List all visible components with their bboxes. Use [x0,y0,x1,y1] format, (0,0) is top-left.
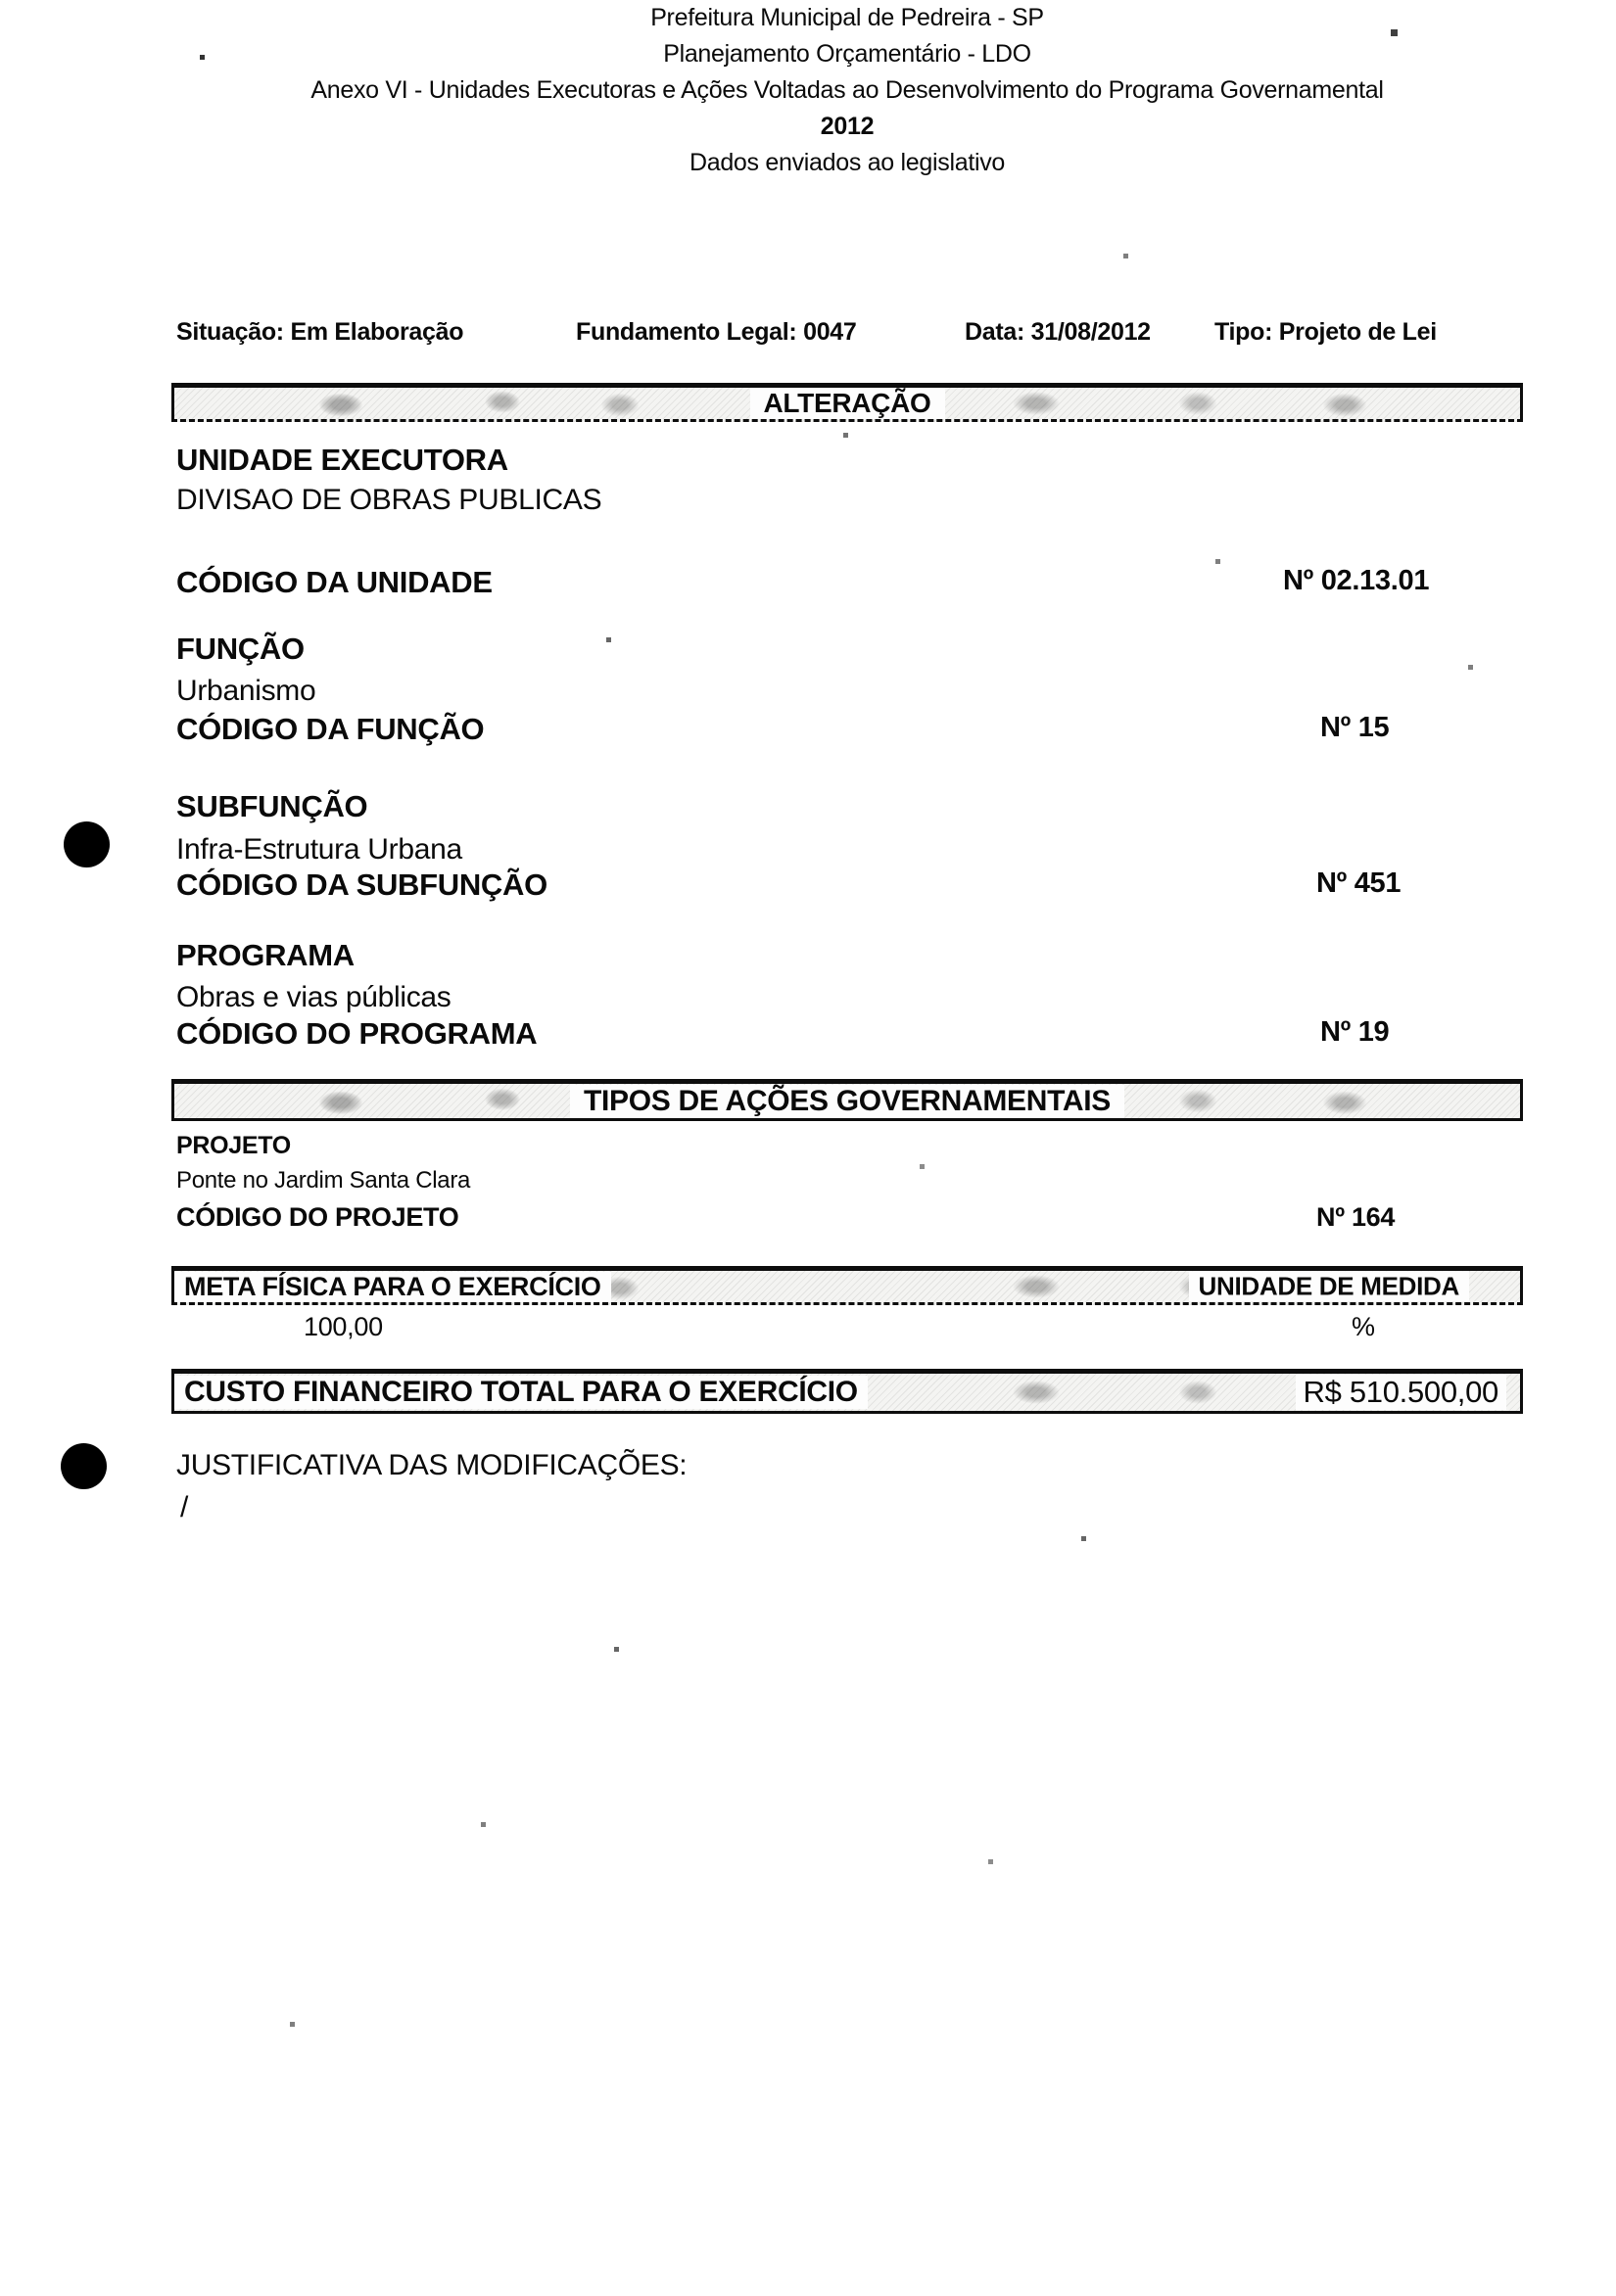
header-note: Dados enviados ao legislativo [689,149,1006,176]
tipos-acoes-bar-title: TIPOS DE AÇÕES GOVERNAMENTAIS [570,1085,1124,1118]
header-org: Prefeitura Municipal de Pedreira - SP [650,4,1044,31]
funcao-value: Urbanismo [176,675,316,707]
projeto-label: PROJETO [176,1132,291,1159]
projeto-value: Ponte no Jardim Santa Clara [176,1167,471,1194]
tipo-field: Tipo: Projeto de Lei [1214,318,1437,346]
situacao-field: Situação: Em Elaboração [176,318,464,346]
codigo-programa-value: Nº 19 [1320,1016,1390,1048]
codigo-programa-label: CÓDIGO DO PROGRAMA [176,1016,538,1051]
meta-fisica-bar-title: META FÍSICA PARA O EXERCÍCIO [174,1272,611,1302]
unidade-medida-title: UNIDADE DE MEDIDA [1189,1272,1469,1302]
custo-financeiro-bar [171,1369,1523,1414]
codigo-projeto-label: CÓDIGO DO PROJETO [176,1202,459,1232]
codigo-unidade-label: CÓDIGO DA UNIDADE [176,565,493,599]
alteracao-bar-title: ALTERAÇÃO [750,388,945,419]
funcao-label: FUNÇÃO [176,632,305,666]
header-subtitle: Planejamento Orçamentário - LDO [663,40,1031,68]
codigo-funcao-label: CÓDIGO DA FUNÇÃO [176,712,485,746]
codigo-subfuncao-label: CÓDIGO DA SUBFUNÇÃO [176,867,547,902]
codigo-funcao-value: Nº 15 [1320,712,1390,743]
custo-financeiro-bar-title: CUSTO FINANCEIRO TOTAL PARA O EXERCÍCIO [174,1376,868,1409]
tipos-acoes-bar [171,1079,1523,1121]
unidade-executora-label: UNIDADE EXECUTORA [176,443,508,477]
codigo-projeto-value: Nº 164 [1316,1202,1396,1232]
subfuncao-value: Infra-Estrutura Urbana [176,833,462,866]
header-annex: Anexo VI - Unidades Executoras e Ações Voltadas ao Desenvolvimento do Programa Governamental [310,76,1384,104]
justificativa-value: / [180,1491,189,1523]
document-header [78,0,1616,181]
programa-label: PROGRAMA [176,938,355,972]
meta-fisica-value: 100,00 [304,1312,383,1341]
programa-value: Obras e vias públicas [176,981,452,1013]
justificativa-label: JUSTIFICATIVA DAS MODIFICAÇÕES: [176,1449,688,1481]
scan-specks [0,0,3,3]
hole-punch-bottom [61,1443,107,1489]
custo-financeiro-value: R$ 510.500,00 [1296,1375,1507,1410]
header-year: 2012 [820,113,875,140]
unidade-medida-value: % [1352,1312,1375,1341]
fundamento-legal-field: Fundamento Legal: 0047 [576,318,857,346]
alteracao-bar [171,383,1523,422]
unidade-executora-value: DIVISAO DE OBRAS PUBLICAS [176,484,602,516]
codigo-subfuncao-value: Nº 451 [1316,867,1402,899]
data-field: Data: 31/08/2012 [965,318,1151,346]
codigo-unidade-value: Nº 02.13.01 [1283,565,1430,596]
meta-fisica-bar [171,1266,1523,1305]
subfuncao-label: SUBFUNÇÃO [176,789,368,823]
hole-punch-top [64,821,110,867]
